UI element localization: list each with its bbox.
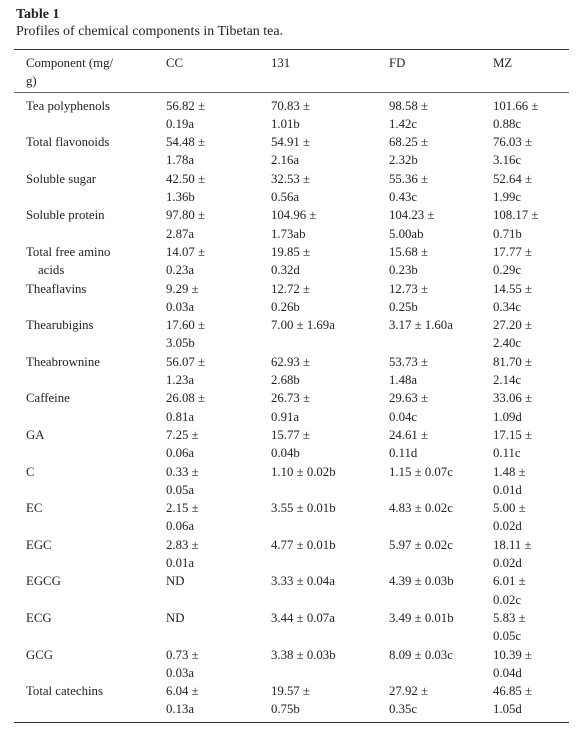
component-cell: GA	[26, 427, 45, 442]
mz-cell: 14.55 ± 0.34c	[493, 281, 533, 314]
components-table	[14, 49, 569, 719]
table-row	[14, 170, 569, 207]
component-cell: EGCG	[26, 574, 61, 589]
table-row	[14, 243, 569, 280]
table-row	[14, 389, 569, 426]
fd-cell: 12.73 ± 0.25b	[389, 281, 429, 314]
cc-cell: ND	[166, 574, 185, 589]
table-row	[14, 646, 569, 683]
fd-cell: 3.17 ± 1.60a	[389, 318, 453, 333]
mz-cell: 33.06 ± 1.09d	[493, 391, 533, 424]
table-label: Table 1	[16, 7, 60, 22]
cc-cell: ND	[166, 610, 185, 625]
cc-cell: 7.25 ± 0.06a	[166, 427, 199, 461]
header-cc: CC	[166, 56, 184, 70]
mz-cell: 17.15 ± 0.11c	[493, 427, 533, 461]
cc-cell: 97.80 ± 2.87a	[166, 208, 206, 241]
table-row	[14, 426, 569, 463]
header-row	[14, 50, 569, 93]
component-cell: Total catechins	[26, 684, 103, 699]
fd-cell: 15.68 ± 0.23b	[389, 244, 429, 278]
mz-cell: 52.64 ± 1.99c	[493, 171, 533, 205]
header-fd: FD	[389, 56, 406, 70]
mz-cell: 101.66 ± 0.88c	[493, 98, 539, 131]
table-row	[14, 133, 569, 170]
cc-cell: 54.48 ± 1.78a	[166, 135, 206, 168]
cc-cell: 56.07 ± 1.23a	[166, 354, 206, 388]
header-131: 131	[271, 56, 291, 70]
fd-cell: 3.49 ± 0.01b	[389, 610, 454, 625]
component-cell: Total flavonoids	[26, 135, 110, 150]
fd-cell: 29.63 ± 0.04c	[389, 391, 429, 424]
mz-cell: 1.48 ± 0.01d	[493, 464, 526, 497]
fd-cell: 27.92 ± 0.35c	[389, 684, 429, 717]
table-row	[14, 499, 569, 536]
component-cell: ECG	[26, 610, 52, 625]
mz-cell: 6.01 ± 0.02c	[493, 574, 526, 607]
table-bottom-rule	[14, 722, 569, 723]
component-cell: Theaflavins	[26, 281, 87, 296]
fd-cell: 53.73 ± 1.48a	[389, 354, 429, 388]
table-row	[14, 463, 569, 500]
component-cell: EGC	[26, 537, 52, 552]
131-cell: 19.57 ± 0.75b	[271, 684, 311, 717]
component-cell: Soluble sugar	[26, 171, 97, 186]
component-cell: Caffeine	[26, 391, 70, 406]
table-row	[14, 609, 569, 646]
131-cell: 12.72 ± 0.26b	[271, 281, 311, 314]
table-caption: Profiles of chemical components in Tibetan tea.	[16, 24, 284, 39]
mz-cell: 108.17 ± 0.71b	[493, 208, 539, 241]
131-cell: 15.77 ± 0.04b	[271, 427, 311, 461]
table-row	[14, 316, 569, 353]
cc-cell: 42.50 ± 1.36b	[166, 171, 206, 205]
131-cell: 1.10 ± 0.02b	[271, 464, 336, 479]
fd-cell: 8.09 ± 0.03c	[389, 647, 453, 662]
fd-cell: 104.23 ± 5.00ab	[389, 208, 435, 241]
fd-cell: 4.83 ± 0.02c	[389, 501, 453, 516]
table-row	[14, 572, 569, 609]
cc-cell: 0.73 ± 0.03a	[166, 647, 199, 680]
component-cell: Tea polyphenols	[26, 98, 111, 113]
header-mz: MZ	[493, 56, 513, 70]
mz-cell: 27.20 ± 2.40c	[493, 318, 533, 351]
131-cell: 70.83 ± 1.01b	[271, 98, 311, 131]
cc-cell: 9.29 ± 0.03a	[166, 281, 199, 314]
131-cell: 26.73 ± 0.91a	[271, 391, 311, 424]
fd-cell: 24.61 ± 0.11d	[389, 427, 429, 461]
mz-cell: 5.83 ± 0.05c	[493, 610, 526, 644]
131-cell: 32.53 ± 0.56a	[271, 171, 311, 205]
131-cell: 3.38 ± 0.03b	[271, 647, 336, 662]
table-row	[14, 280, 569, 317]
mz-cell: 46.85 ± 1.05d	[493, 684, 533, 717]
fd-cell: 5.97 ± 0.02c	[389, 537, 453, 552]
131-cell: 3.55 ± 0.01b	[271, 501, 336, 516]
mz-cell: 18.11 ± 0.02d	[493, 537, 532, 571]
131-cell: 7.00 ± 1.69a	[271, 318, 335, 333]
mz-cell: 76.03 ± 3.16c	[493, 135, 533, 168]
cc-cell: 14.07 ± 0.23a	[166, 244, 206, 278]
table-row	[14, 353, 569, 390]
mz-cell: 17.77 ± 0.29c	[493, 244, 533, 278]
cc-cell: 2.15 ± 0.06a	[166, 501, 199, 534]
fd-cell: 68.25 ± 2.32b	[389, 135, 429, 168]
131-cell: 4.77 ± 0.01b	[271, 537, 336, 552]
table-row	[14, 536, 569, 573]
mz-cell: 5.00 ± 0.02d	[493, 501, 526, 534]
cc-cell: 56.82 ± 0.19a	[166, 98, 206, 131]
header-component: Component (mg/ g)	[26, 56, 114, 89]
table-row	[14, 206, 569, 243]
component-cell: GCG	[26, 647, 54, 662]
131-cell: 54.91 ± 2.16a	[271, 135, 311, 168]
131-cell: 62.93 ± 2.68b	[271, 354, 311, 388]
component-cell: Total free amino acids	[26, 244, 111, 278]
131-cell: 19.85 ± 0.32d	[271, 244, 311, 278]
cc-cell: 6.04 ± 0.13a	[166, 684, 199, 717]
component-cell: EC	[26, 501, 43, 516]
component-cell: C	[26, 464, 35, 479]
component-cell: Thearubigins	[26, 318, 94, 333]
131-cell: 104.96 ± 1.73ab	[271, 208, 317, 241]
mz-cell: 81.70 ± 2.14c	[493, 354, 533, 388]
cc-cell: 17.60 ± 3.05b	[166, 318, 206, 351]
table-body	[14, 92, 569, 719]
fd-cell: 4.39 ± 0.03b	[389, 574, 454, 589]
table-row	[14, 682, 569, 719]
cc-cell: 2.83 ± 0.01a	[166, 537, 199, 571]
component-cell: Theabrownine	[26, 354, 100, 369]
table-row	[14, 92, 569, 133]
mz-cell: 10.39 ± 0.04d	[493, 647, 533, 680]
fd-cell: 55.36 ± 0.43c	[389, 171, 429, 205]
fd-cell: 1.15 ± 0.07c	[389, 464, 453, 479]
cc-cell: 0.33 ± 0.05a	[166, 464, 199, 497]
fd-cell: 98.58 ± 1.42c	[389, 98, 429, 131]
131-cell: 3.44 ± 0.07a	[271, 610, 335, 625]
cc-cell: 26.08 ± 0.81a	[166, 391, 206, 424]
component-cell: Soluble protein	[26, 208, 105, 223]
131-cell: 3.33 ± 0.04a	[271, 574, 335, 589]
